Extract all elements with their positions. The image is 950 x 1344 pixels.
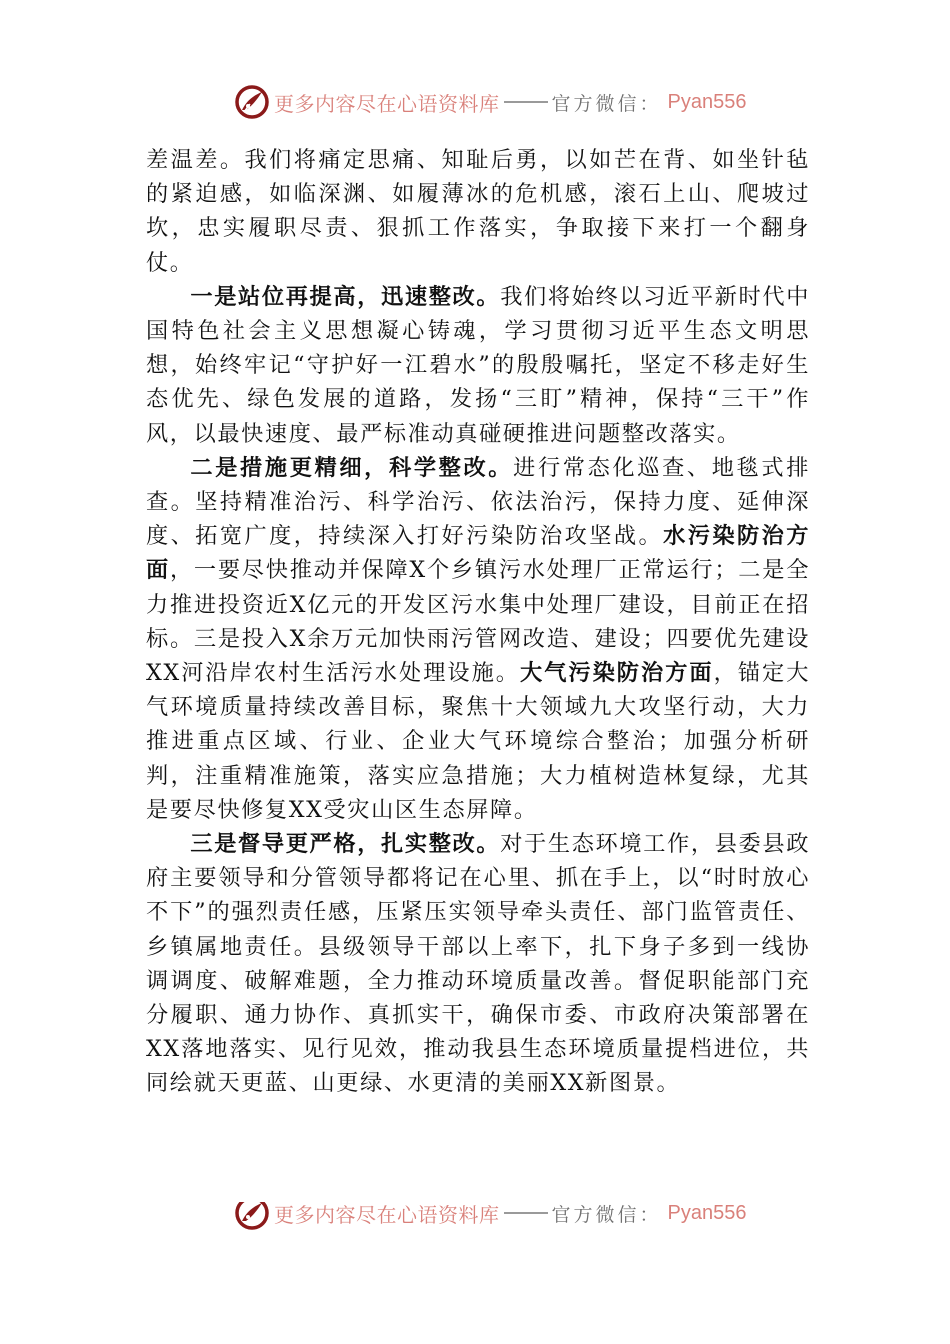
paragraph-text: 对于生态环境工作，县委县政府主要领导和分管领导都将记在心里、抓在手上，以“时时放心不下”的强烈责任感，压紧压实领导牵头责任、部门监管责任、乡镇属地责任。县级领导干部以上率下，扎下身子多到一线协调调度、破解难题，全力推动环境质量改善。督促职能部门充分履职、通力协作、真抓实干，确保市委、市政府决策部署在XX落地落实、见行见效，推动我县生态环境质量提档进位，共同绘就天更蓝、山更绿、水更清的美丽XX新图景。 xyxy=(146,831,810,1097)
paragraph-point-two xyxy=(146,451,810,827)
paragraph-text: 差温差。我们将痛定思痛、知耻后勇，以如芒在背、如坐针毡的紧迫感，如临深渊、如履薄冰的危机感，滚石上山、爬坡过坎，忠实履职尽责、狠抓工作落实，争取接下来打一个翻身仗。 xyxy=(146,147,810,276)
paragraph-point-one xyxy=(146,280,810,451)
watermark-dash xyxy=(504,1212,548,1214)
paragraph-text: 我们将始终以习近平新时代中国特色社会主义思想凝心铸魂，学习贯彻习近平生态文明思想，始终牢记“守护好一江碧水”的殷殷嘱托，坚定不移走好生态优先、绿色发展的道路，发扬“三盯”精神，保持“三干”作风，以最快速度、最严标准动真碰硬推进问题整改落实。 xyxy=(146,283,810,447)
watermark-contact-id: Pyan556 xyxy=(667,90,747,113)
watermark-header xyxy=(234,82,746,122)
paragraph-point-three xyxy=(146,827,810,1101)
watermark-contact-id: Pyan556 xyxy=(667,1202,747,1224)
subheading-air-pollution: 大气污染防治方面 xyxy=(520,660,714,687)
watermark-contact-label: 官方微信： xyxy=(551,1203,662,1226)
watermark-contact-label: 官方微信： xyxy=(551,92,662,115)
paragraph-continuation xyxy=(146,143,810,280)
point-heading: 一是站位再提高，迅速整改。 xyxy=(190,283,501,310)
watermark-footer xyxy=(234,1202,746,1236)
watermark-brand-text: 更多内容尽在心语资料库 xyxy=(274,91,500,116)
point-heading: 三是督导更严格，扎实整改。 xyxy=(190,831,501,858)
paragraph-text: ，一要尽快推动并保障X个乡镇污水处理厂正常运行；二是全力推进投资近X亿元的开发区污水集中处理厂建设，目前正在招标。三是投入X余万元加快雨污管网改造、建设；四要优先建设XX河沿岸农村生活污水处理设施。 xyxy=(146,557,810,687)
point-heading: 二是措施更精细，科学整改。 xyxy=(190,454,514,481)
quill-pen-logo-icon xyxy=(234,1202,270,1231)
watermark-dash xyxy=(504,101,548,103)
document-body xyxy=(146,143,810,1101)
subheading-water-pollution: 水污染防治方面 xyxy=(146,523,810,584)
quill-pen-logo-icon xyxy=(234,84,270,120)
paragraph-text: 进行常态化巡查、地毯式排查。坚持精准治污、科学治污、依法治污，保持力度、延伸深度、拓宽广度，持续深入打好污染防治攻坚战。 xyxy=(146,454,810,550)
watermark-brand-text: 更多内容尽在心语资料库 xyxy=(274,1202,500,1227)
paragraph-text: ，锚定大气环境质量持续改善目标，聚焦十大领域九大攻坚行动，大力推进重点区域、行业、企业大气环境综合整治；加强分析研判，注重精准施策，落实应急措施；大力植树造林复绿，尤其是要尽快修复XX受灾山区生态屏障。 xyxy=(146,660,810,823)
